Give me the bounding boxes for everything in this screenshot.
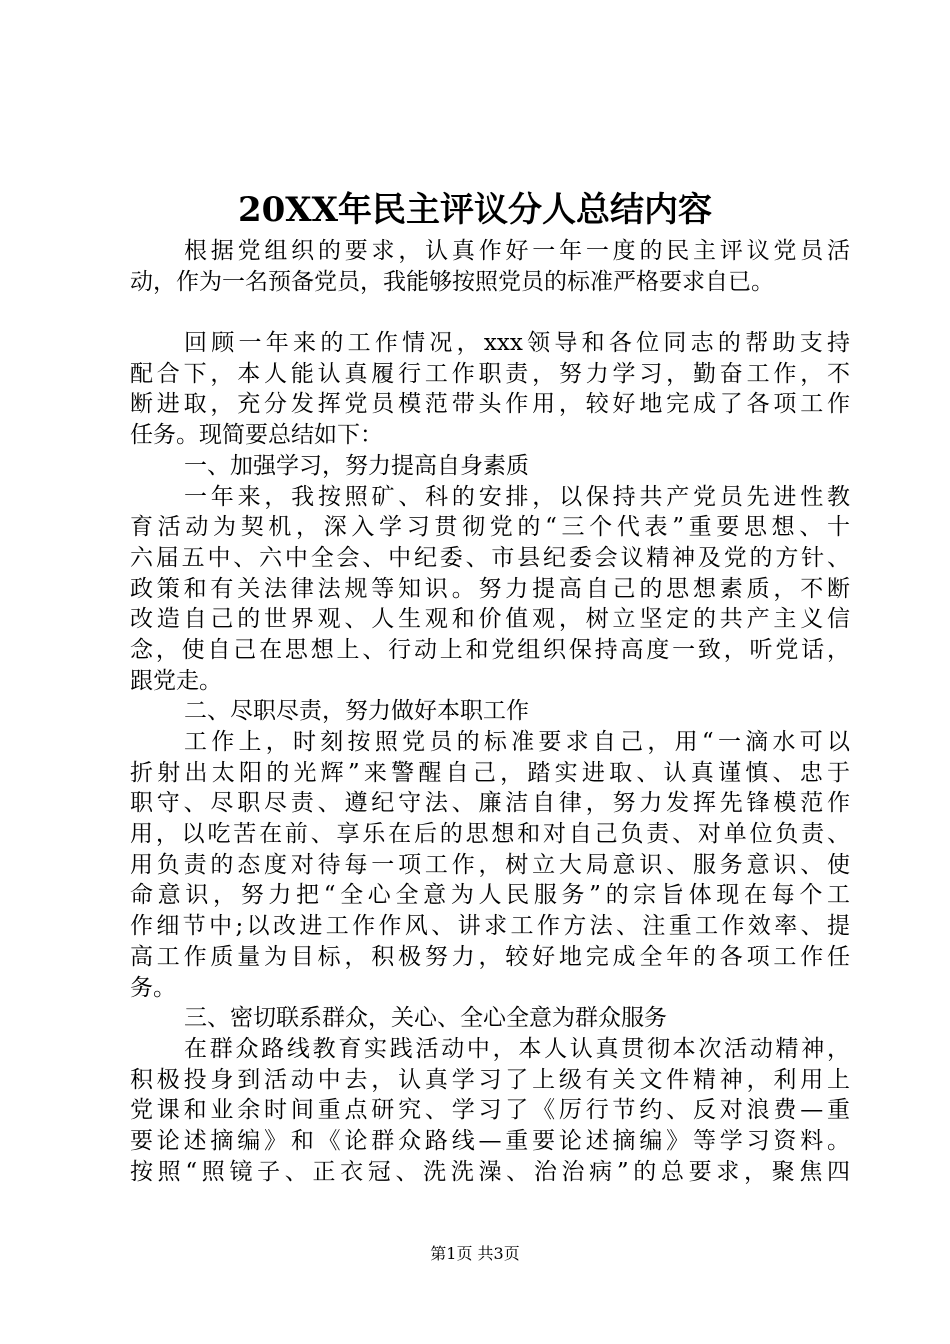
text-line: 作细节中;以改进工作作风、讲求工作方法、注重工作效率、提 <box>130 913 850 940</box>
text-line: 用负责的态度对待每一项工作，树立大局意识、服务意识、使 <box>130 851 850 878</box>
text-line: 用，以吃苦在前、享乐在后的思想和对自己负责、对单位负责、 <box>130 821 850 848</box>
text-line: 跟党走。 <box>130 667 222 694</box>
text-line: 配合下，本人能认真履行工作职责，努力学习，勤奋工作，不 <box>130 360 850 387</box>
document-title: 20XX年民主评议分人总结内容 <box>237 190 713 230</box>
text-line: 在群众路线教育实践活动中，本人认真贯彻本次活动精神， <box>184 1035 850 1062</box>
text-line: 动，作为一名预备党员，我能够按照党员的标准严格要求自已。 <box>130 268 774 295</box>
text-line: 回顾一年来的工作情况，xxx领导和各位同志的帮助支持 <box>184 330 850 357</box>
text-line: 一年来，我按照矿、科的安排，以保持共产党员先进性教 <box>184 483 850 510</box>
text-line: 念，使自己在思想上、行动上和党组织保持高度一致，听党话， <box>130 636 850 663</box>
text-line: 改造自己的世界观、人生观和价值观，树立坚定的共产主义信 <box>130 606 850 633</box>
text-line: 要论述摘编》和《论群众路线—重要论述摘编》等学习资料。 <box>130 1127 850 1154</box>
text-line: 高工作质量为目标，积极努力，较好地完成全年的各项工作任 <box>130 943 850 970</box>
text-line: 二、尽职尽责，努力做好本职工作 <box>184 698 529 725</box>
text-line: 一、加强学习，努力提高自身素质 <box>184 452 529 479</box>
text-line: 育活动为契机，深入学习贯彻党的“三个代表”重要思想、十 <box>130 514 850 541</box>
text-line: 六届五中、六中全会、中纪委、市县纪委会议精神及党的方针、 <box>130 544 850 571</box>
text-line: 按照“照镜子、正衣冠、洗洗澡、治治病”的总要求，聚焦四 <box>130 1158 850 1185</box>
text-line: 职守、尽职尽责、遵纪守法、廉洁自律，努力发挥先锋模范作 <box>130 790 850 817</box>
text-line: 政策和有关法律法规等知识。努力提高自己的思想素质，不断 <box>130 575 850 602</box>
document-body <box>130 236 850 1187</box>
text-line: 根据党组织的要求，认真作好一年一度的民主评议党员活 <box>184 238 850 264</box>
text-line: 积极投身到活动中去，认真学习了上级有关文件精神，利用上 <box>130 1066 850 1093</box>
text-line: 三、密切联系群众，关心、全心全意为群众服务 <box>184 1005 667 1032</box>
text-line: 命意识，努力把“全心全意为人民服务”的宗旨体现在每个工 <box>130 882 850 909</box>
page-footer: 第1页 共3页 <box>430 1244 520 1263</box>
text-line: 折射出太阳的光辉”来警醒自己，踏实进取、认真谨慎、忠于 <box>130 759 850 786</box>
paragraph-gap <box>130 297 850 328</box>
text-line: 任务。现简要总结如下： <box>130 422 383 449</box>
text-line: 工作上，时刻按照党员的标准要求自己，用“一滴水可以 <box>184 729 850 755</box>
text-line: 务。 <box>130 974 176 1001</box>
text-line: 党课和业余时间重点研究、学习了《厉行节约、反对浪费—重 <box>130 1097 850 1124</box>
text-line: 断进取，充分发挥党员模范带头作用，较好地完成了各项工作 <box>130 391 850 418</box>
